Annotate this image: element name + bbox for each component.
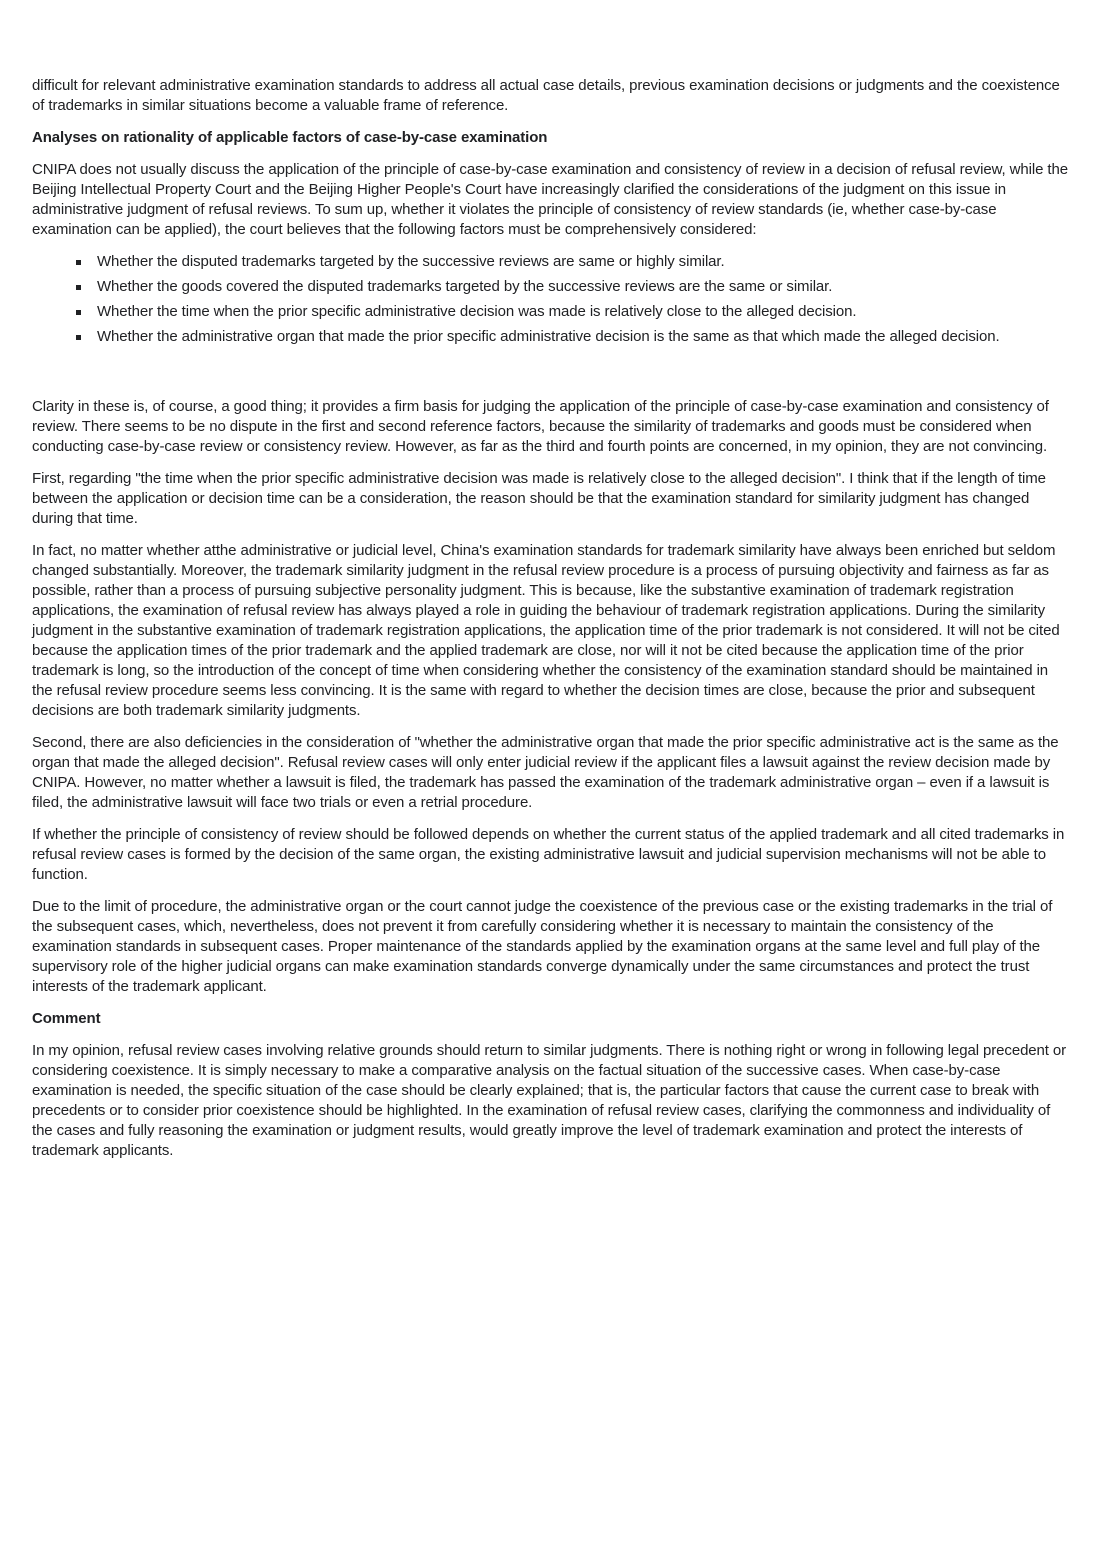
section-heading-analyses: Analyses on rationality of applicable factors of case-by-case examination bbox=[32, 129, 548, 146]
list-item-text: Whether the administrative organ that made the prior specific administrative decision is the same as that which made the alleged decision. bbox=[97, 328, 1000, 345]
list-item bbox=[32, 302, 1068, 322]
paragraph-intro: difficult for relevant administrative examination standards to address all actual case details, previous examination decisions or judgments and the coexistence of trademarks in similar situations become a valuable frame of reference. bbox=[32, 77, 1060, 114]
paragraph-in-fact: In fact, no matter whether atthe administrative or judicial level, China's examination standards for trademark similarity have always been enriched but seldom changed substantially. Moreover, the trademark similarity judgment in the refusal review procedure is a process of pursuing objectivity and fairness as far as possible, rather than a process of pursuing subjective personality judgment. This is because, like the substantive examination of trademark registration applications, the examination of refusal review has always played a role in guiding the behaviour of trademark registration applications. During the similarity judgment in the substantive examination of trademark registration applications, the application time of the prior trademark is not considered. It will not be cited because the application times of the prior trademark and the applied trademark are close, nor will it not be cited because the application time of the prior trademark is long, so the introduction of the concept of time when considering whether the consistency of the examination standard should be maintained in the refusal review procedure seems less convincing. It is the same with regard to whether the decision times are close, because the prior and subsequent decisions are both trademark similarity judgments. bbox=[32, 542, 1060, 719]
paragraph-first-point: First, regarding "the time when the prior specific administrative decision was made is relatively close to the alleged decision". I think that if the length of time between the application or decision time can be a consideration, the reason should be that the examination standard for similarity judgment has changed during that time. bbox=[32, 470, 1046, 527]
bullet-square-icon bbox=[76, 260, 81, 265]
list-item-text: Whether the disputed trademarks targeted by the successive reviews are same or highly similar. bbox=[97, 253, 725, 270]
paragraph-due-to-limit: Due to the limit of procedure, the administrative organ or the court cannot judge the coexistence of the previous case or the existing trademarks in the trial of the subsequent cases, which, nevertheless, does not prevent it from carefully considering whether it is necessary to maintain the consistency of the examination standards in subsequent cases. Proper maintenance of the standards applied by the examination organs at the same level and full play of the supervisory role of the higher judicial organs can make examination standards converge dynamically under the same circumstances and protect the trust interests of the trademark applicant. bbox=[32, 898, 1053, 995]
bullet-square-icon bbox=[76, 335, 81, 340]
paragraph-cnipa: CNIPA does not usually discuss the application of the principle of case-by-case examination and consistency of review in a decision of refusal review, while the Beijing Intellectual Property Court and the Beijing Higher People's Court have increasingly clarified the considerations of the judgment on this issue in administrative judgment of refusal reviews. To sum up, whether it violates the principle of consistency of review standards (ie, whether case-by-case examination can be applied), the court believes that the following factors must be comprehensively considered: bbox=[32, 161, 1068, 238]
list-item-text: Whether the time when the prior specific administrative decision was made is relatively close to the alleged decision. bbox=[97, 303, 857, 320]
list-item bbox=[32, 327, 1068, 347]
section-heading-comment: Comment bbox=[32, 1010, 101, 1027]
bullet-square-icon bbox=[76, 310, 81, 315]
paragraph-second-point: Second, there are also deficiencies in the consideration of "whether the administrative organ that made the prior specific administrative act is the same as the organ that made the alleged decision". Refusal review cases will only enter judicial review if the applicant files a lawsuit against the review decision made by CNIPA. However, no matter whether a lawsuit is filed, the trademark has passed the examination of the trademark administrative organ – even if a lawsuit is filed, the administrative lawsuit will face two trials or even a retrial procedure. bbox=[32, 734, 1059, 811]
paragraph-if-whether: If whether the principle of consistency of review should be followed depends on whether the current status of the applied trademark and all cited trademarks in refusal review cases is formed by the decision of the same organ, the existing administrative lawsuit and judicial supervision mechanisms will not be able to function. bbox=[32, 826, 1065, 883]
bullet-square-icon bbox=[76, 285, 81, 290]
paragraph-clarity: Clarity in these is, of course, a good thing; it provides a firm basis for judging the application of the principle of case-by-case examination and consistency of review. There seems to be no dispute in the first and second reference factors, because the similarity of trademarks and goods must be considered when conducting case-by-case review or consistency review. However, as far as the third and fourth points are concerned, in my opinion, they are not convincing. bbox=[32, 398, 1049, 455]
list-item bbox=[32, 277, 1068, 297]
list-item-text: Whether the goods covered the disputed trademarks targeted by the successive reviews are the same or similar. bbox=[97, 278, 833, 295]
factor-list bbox=[32, 252, 1068, 347]
paragraph-opinion: In my opinion, refusal review cases involving relative grounds should return to similar judgments. There is nothing right or wrong in following legal precedent or considering coexistence. It is simply necessary to make a comparative analysis on the factual situation of the successive cases. When case-by-case examination is needed, the specific situation of the case should be clearly explained; that is, the particular factors that cause the current case to break with precedents or to consider prior coexistence should be highlighted. In the examination of refusal review cases, clarifying the commonness and individuality of the cases and fully reasoning the examination or judgment results, would greatly improve the level of trademark examination and protect the interests of trademark applicants. bbox=[32, 1042, 1067, 1159]
list-item bbox=[32, 252, 1068, 272]
